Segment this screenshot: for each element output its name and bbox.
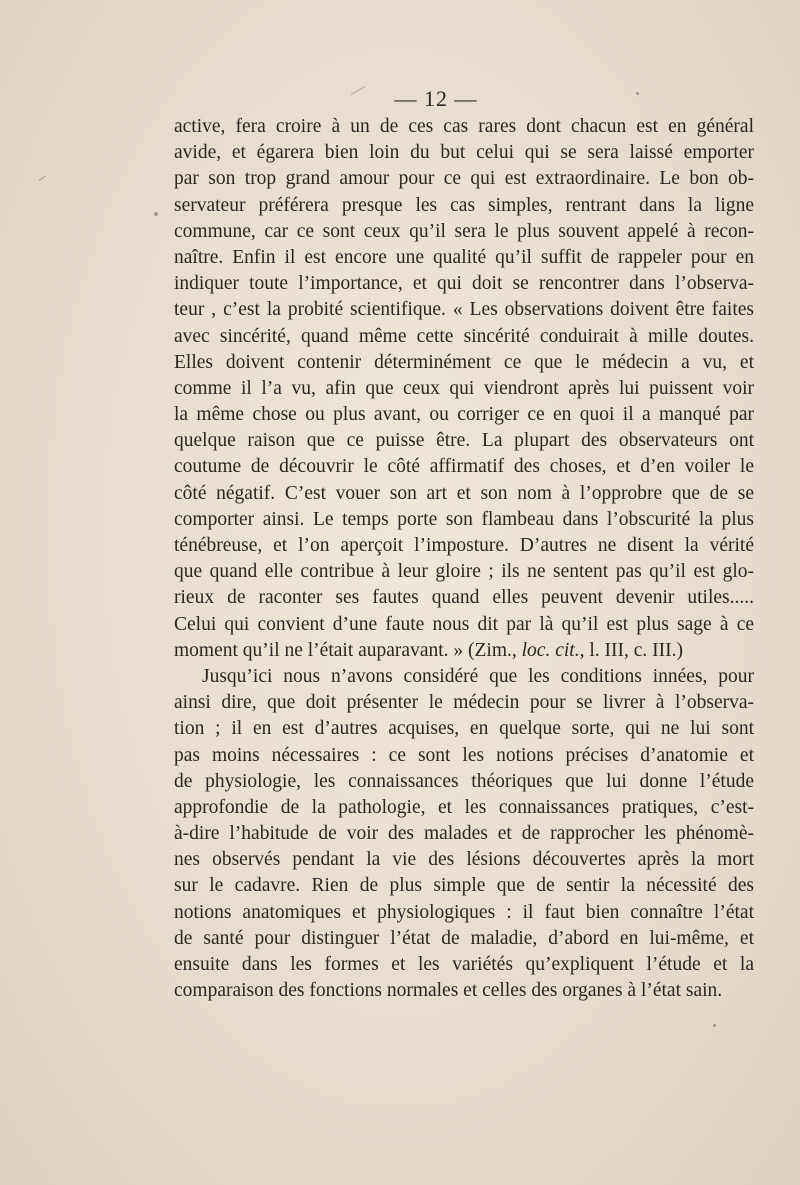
text-line: approfondie de la pathologie, et les connaissances pratiques, c’est- <box>174 796 754 818</box>
text-line: de physiologie, les connaissances théoriques que lui donne l’étude <box>174 770 754 792</box>
paper-speck <box>154 212 158 216</box>
text-line: pas moins nécessaires : ce sont les notions précises d’anatomie et <box>174 744 754 766</box>
text-line: ténébreuse, et l’on aperçoit l’imposture. D’autres ne disent la vérité <box>174 535 754 556</box>
text-line: Jusqu’ici nous n’avons considéré que les conditions innées, pour <box>202 665 754 687</box>
text-line: tion ; il en est d’autres acquises, en quelque sorte, qui ne lui sont <box>174 718 754 740</box>
text-line: comporter ainsi. Le temps porte son flambeau dans l’obscurité la plus <box>174 508 754 530</box>
text-line: servateur préférera presque les cas simples, rentrant dans la ligne <box>174 194 754 216</box>
text-line: rieux de raconter ses fautes quand elles peuvent devenir utiles..... <box>174 587 754 609</box>
text-line: indiquer toute l’importance, et qui doit se rencontrer dans l’observa- <box>174 273 754 295</box>
text-line-citation <box>174 638 754 664</box>
paper-speck <box>636 92 639 95</box>
body-text <box>174 114 754 1004</box>
text-line: Elles doivent contenir déterminément ce que le médecin a vu, et <box>174 351 754 373</box>
paragraph-1 <box>174 114 754 664</box>
text-line: avec sincérité, quand même cette sincérité conduirait à mille doutes. <box>174 325 754 347</box>
citation-italic: loc. cit. <box>521 639 580 661</box>
text-line: comme il l’a vu, afin que ceux qui viendront après lui puissent voir <box>174 377 754 399</box>
text-line: nes observés pendant la vie des lésions découvertes après la mort <box>174 849 754 871</box>
text-line: par son trop grand amour pour ce qui est extraordinaire. Le bon ob- <box>174 168 754 190</box>
text-line: naître. Enfin il est encore une qualité qu’il suffit de rappeler pour en <box>174 246 754 268</box>
text-line: que quand elle contribue à leur gloire ; ils ne sentent pas qu’il est glo- <box>174 561 754 583</box>
paper-speck <box>713 1024 716 1027</box>
text-line: sur le cadavre. Rien de plus simple que de sentir la nécessité des <box>174 875 754 897</box>
text-line: de santé pour distinguer l’état de maladie, d’abord en lui-même, et <box>174 927 754 949</box>
text-line: ensuite dans les formes et les variétés qu’expliquent l’étude et la <box>174 954 754 975</box>
text-line: ainsi dire, que doit présenter le médecin pour se livrer à l’observa- <box>174 692 754 714</box>
text-line: notions anatomiques et physiologiques : il faut bien connaître l’état <box>174 901 754 923</box>
text-line: avide, et égarera bien loin du but celui qui se sera laissé emporter <box>174 142 754 164</box>
text-line: active, fera croire à un de ces cas rares dont chacun est en général <box>174 116 754 137</box>
text-line: commune, car ce sont ceux qu’il sera le plus souvent appelé à recon- <box>174 220 754 242</box>
page-number: — 12 — <box>394 86 478 111</box>
citation-reference: , l. III, c. III.) <box>579 639 683 661</box>
text-line: coutume de découvrir le côté affirmatif des choses, et d’en voiler le <box>174 456 754 478</box>
paper-mark <box>38 176 45 181</box>
paragraph-2 <box>174 664 754 1004</box>
text-line: la même chose ou plus avant, ou corriger ce en quoi il a manqué par <box>174 404 754 426</box>
text-line: comparaison des fonctions normales et celles des organes à l’état sain. <box>174 980 723 1002</box>
text-line: quelque raison que ce puisse être. La plupart des observateurs ont <box>174 430 754 452</box>
text-line: côté négatif. C’est vouer son art et son nom à l’opprobre que de se <box>174 482 754 504</box>
text-line: à-dire l’habitude de voir des malades et de rapprocher les phénomè- <box>174 823 754 845</box>
citation-text: moment qu’il ne l’était auparavant. » (Zim., <box>174 639 522 661</box>
text-line: Celui qui convient d’une faute nous dit par là qu’il est plus sage à ce <box>174 613 754 635</box>
text-line: teur , c’est la probité scientifique. « Les observations doivent être faites <box>174 299 754 321</box>
